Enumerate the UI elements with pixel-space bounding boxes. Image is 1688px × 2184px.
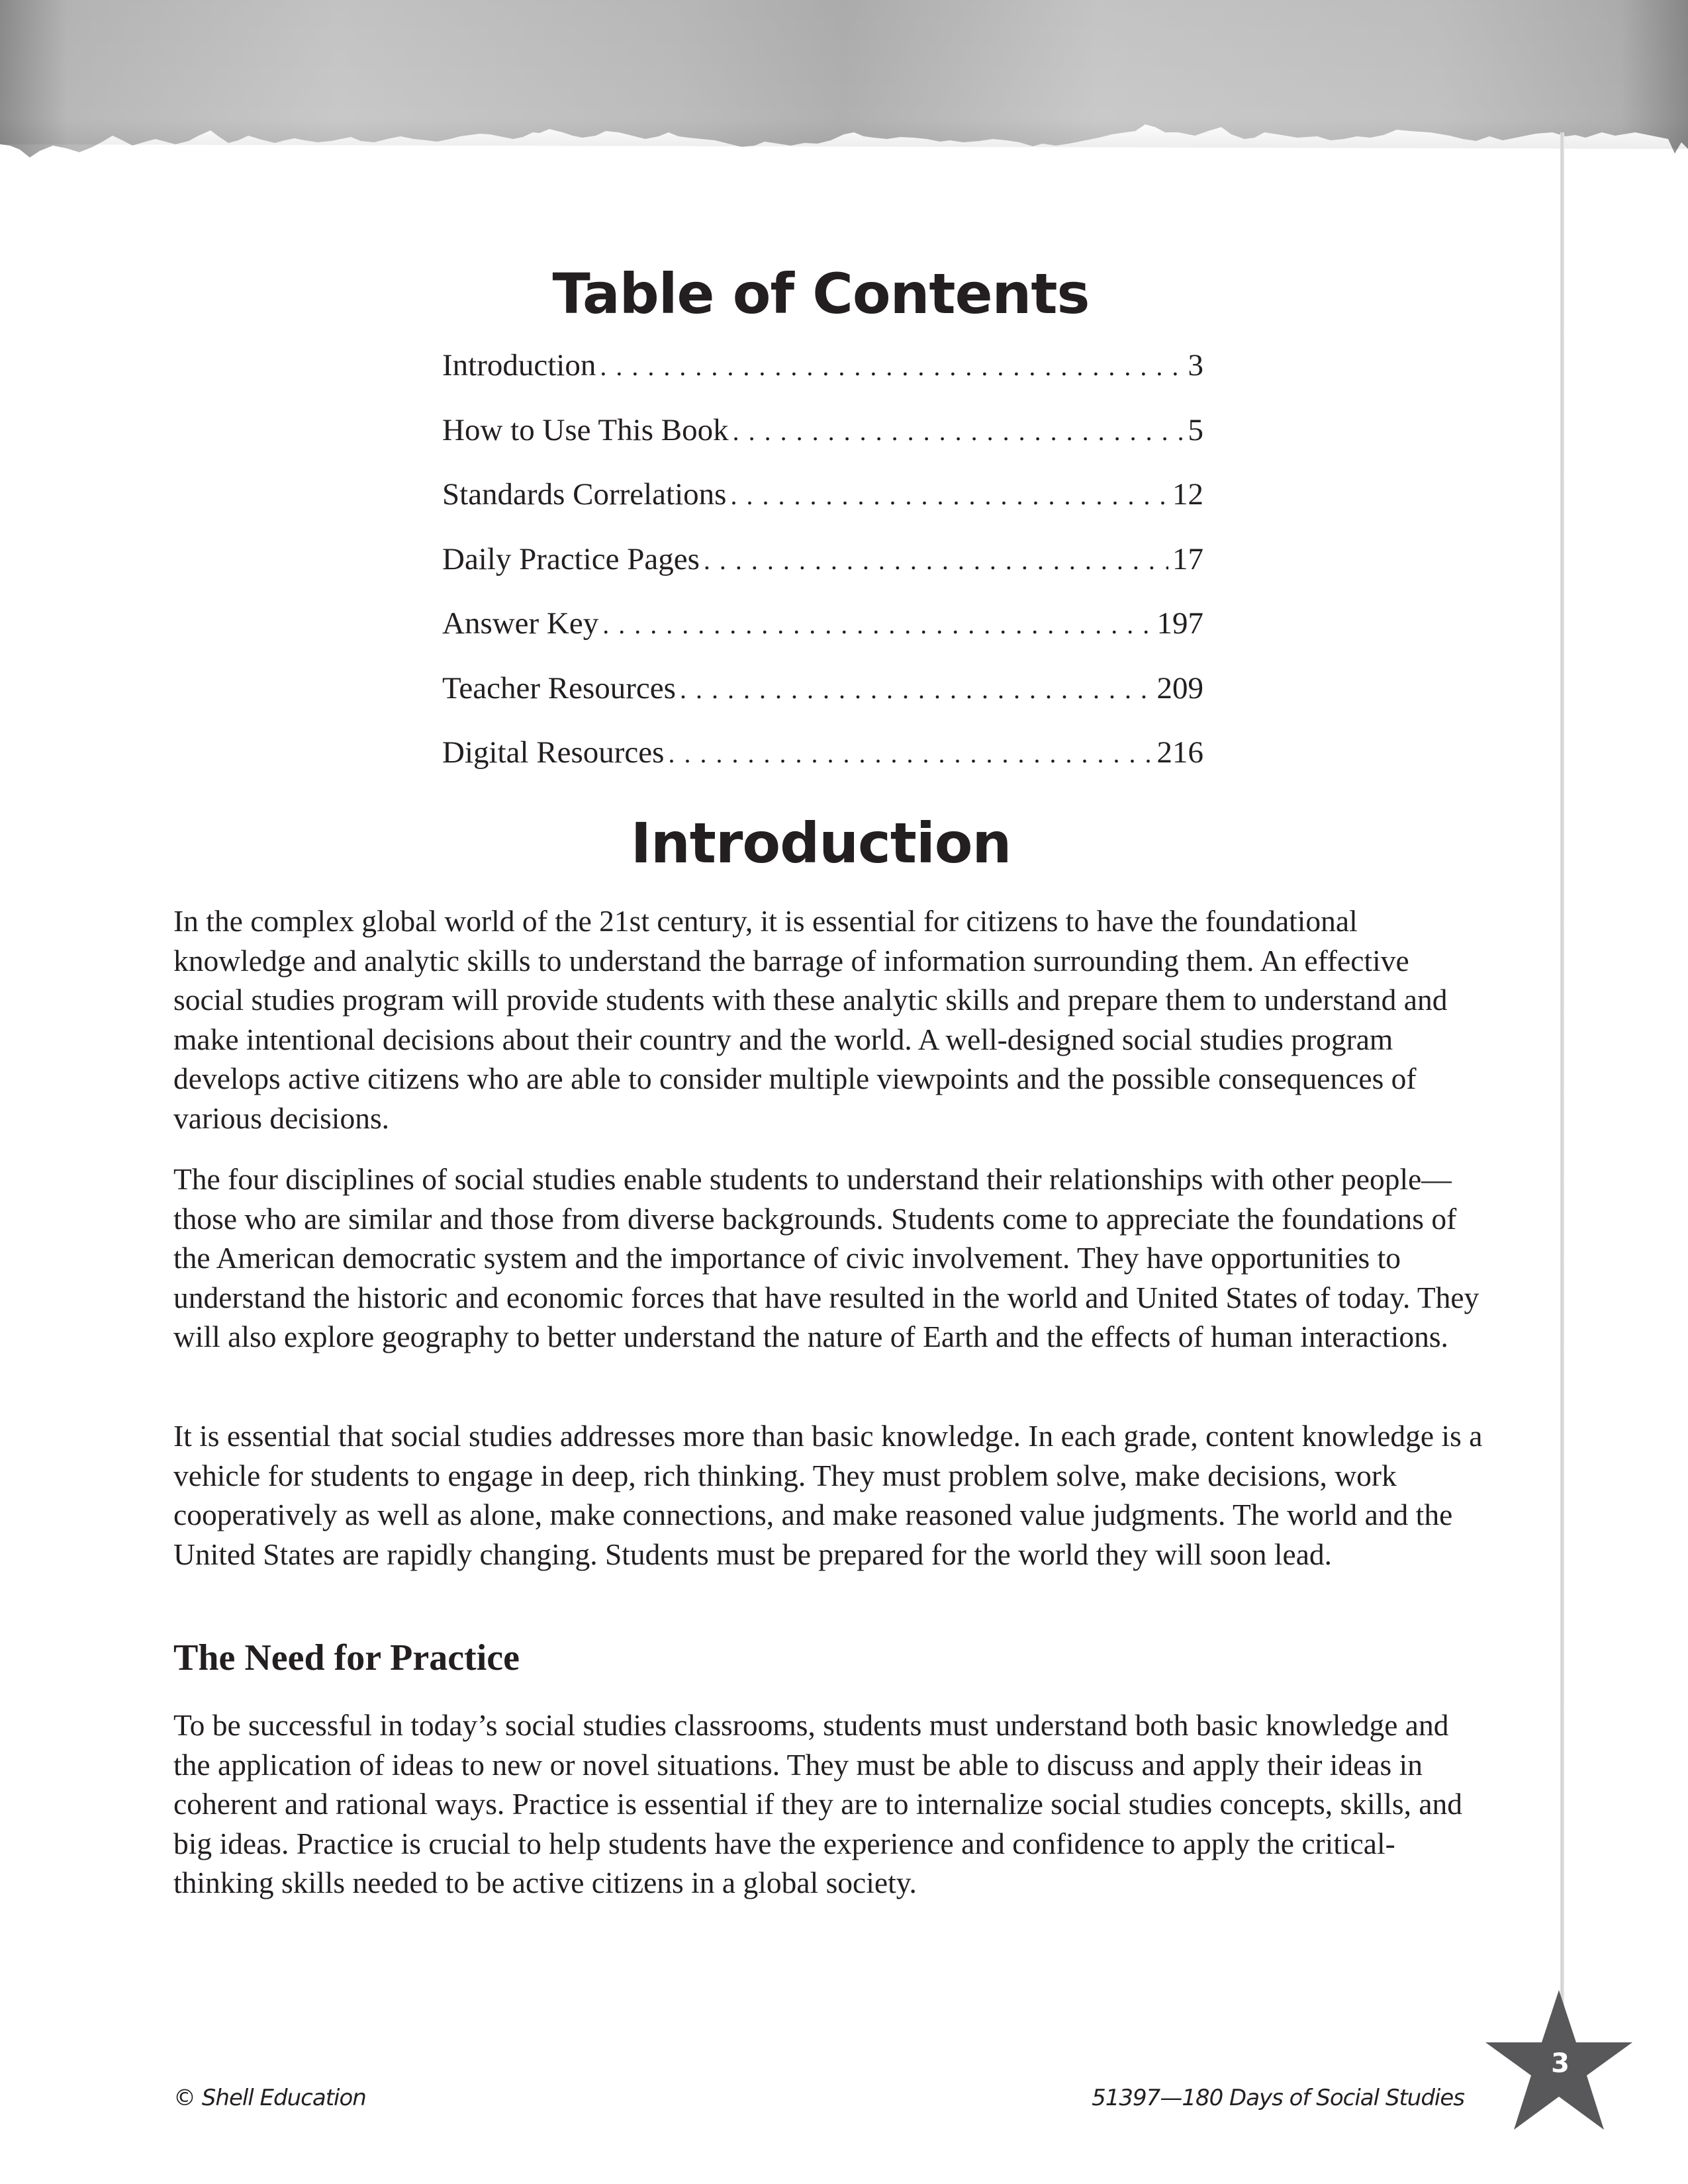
toc-entry-page: 209 [1156,670,1203,705]
toc-entry-how-to-use[interactable] [442,412,1203,477]
introduction-paragraph-1: In the complex global world of the 21st century, it is essential for citizens to have the foundational knowledge and analytic skills to understand the barrage of information surrounding them. An effective social studies program will provide students with these analytic skills and prepare them to understand and make intentional decisions about their country and the world. A well-designed social studies program develops active citizens who are able to consider multiple viewpoints and the possible consequences of various decisions. [173,904,1448,1135]
thread-line-decoration [1560,132,1564,2038]
need-for-practice-paragraph: To be successful in today’s social studies classrooms, students must understand both basic knowledge and the application of ideas to new or novel situations. They must be able to discuss and apply their ideas in coherent and rational ways. Practice is essential if they are to internalize social studies concepts, skills, and big ideas. Practice is crucial to help students have the experience and confidence to apply the critical-thinking skills needed to be active citizens in a global society. [173,1708,1463,1899]
toc-entry-label: Introduction [442,348,596,383]
dot-leader [730,480,1168,511]
need-for-practice-heading: The Need for Practice [173,1637,520,1678]
toc-entry-label: Daily Practice Pages [442,541,700,576]
toc-entry-digital-resources[interactable] [442,735,1203,799]
torn-paper-header-banner [0,0,1688,159]
toc-entry-label: Teacher Resources [442,670,676,705]
toc-entry-label: Answer Key [442,606,599,641]
toc-entry-teacher-resources[interactable] [442,670,1203,735]
dot-leader [704,545,1168,576]
introduction-heading: Introduction [630,811,1011,876]
toc-entry-page: 216 [1156,735,1203,770]
dot-leader [600,351,1184,382]
footer-book-title: 51397—180 Days of Social Studies [1092,2085,1464,2111]
page-number: 3 [1551,2048,1570,2079]
toc-entry-page: 197 [1156,606,1203,641]
introduction-paragraph-2: The four disciplines of social studies enable students to understand their relationships with other people—those who are similar and those from diverse backgrounds. Students come to appreciate the foundations of the American democratic system and the importance of civic involvement. They have opportunities to understand the historic and economic forces that have resulted in the world and United States of today. They will also explore geography to better understand the nature of Earth and the effects of human interactions. [173,1162,1479,1353]
toc-entry-standards-correlations[interactable] [442,477,1203,541]
toc-entry-page: 5 [1188,412,1203,447]
toc-entry-page: 12 [1172,477,1203,512]
toc-entry-label: Standards Correlations [442,477,727,512]
toc-title: Table of Contents [552,261,1090,326]
introduction-paragraph-3: It is essential that social studies addresses more than basic knowledge. In each grade, content knowledge is a vehicle for students to engage in deep, rich thinking. They must problem solve, make decisions, work cooperatively as well as alone, make connections, and make reasoned value judgments. The world and the United States are rapidly changing. Students must be prepared for the world they will soon lead. [173,1419,1483,1571]
toc-entry-page: 3 [1188,348,1203,383]
toc-entry-daily-practice[interactable] [442,541,1203,606]
dot-leader [733,416,1184,447]
toc-list [442,347,1203,799]
toc-entry-label: Digital Resources [442,735,665,770]
dot-leader [602,609,1152,640]
footer-publisher: © Shell Education [173,2085,366,2111]
toc-entry-label: How to Use This Book [442,412,729,447]
toc-entry-page: 17 [1172,541,1203,576]
dot-leader [668,738,1152,769]
toc-entry-introduction[interactable] [442,347,1203,412]
page-number-badge [1484,1989,1636,2134]
toc-entry-answer-key[interactable] [442,606,1203,670]
dot-leader [680,674,1153,705]
